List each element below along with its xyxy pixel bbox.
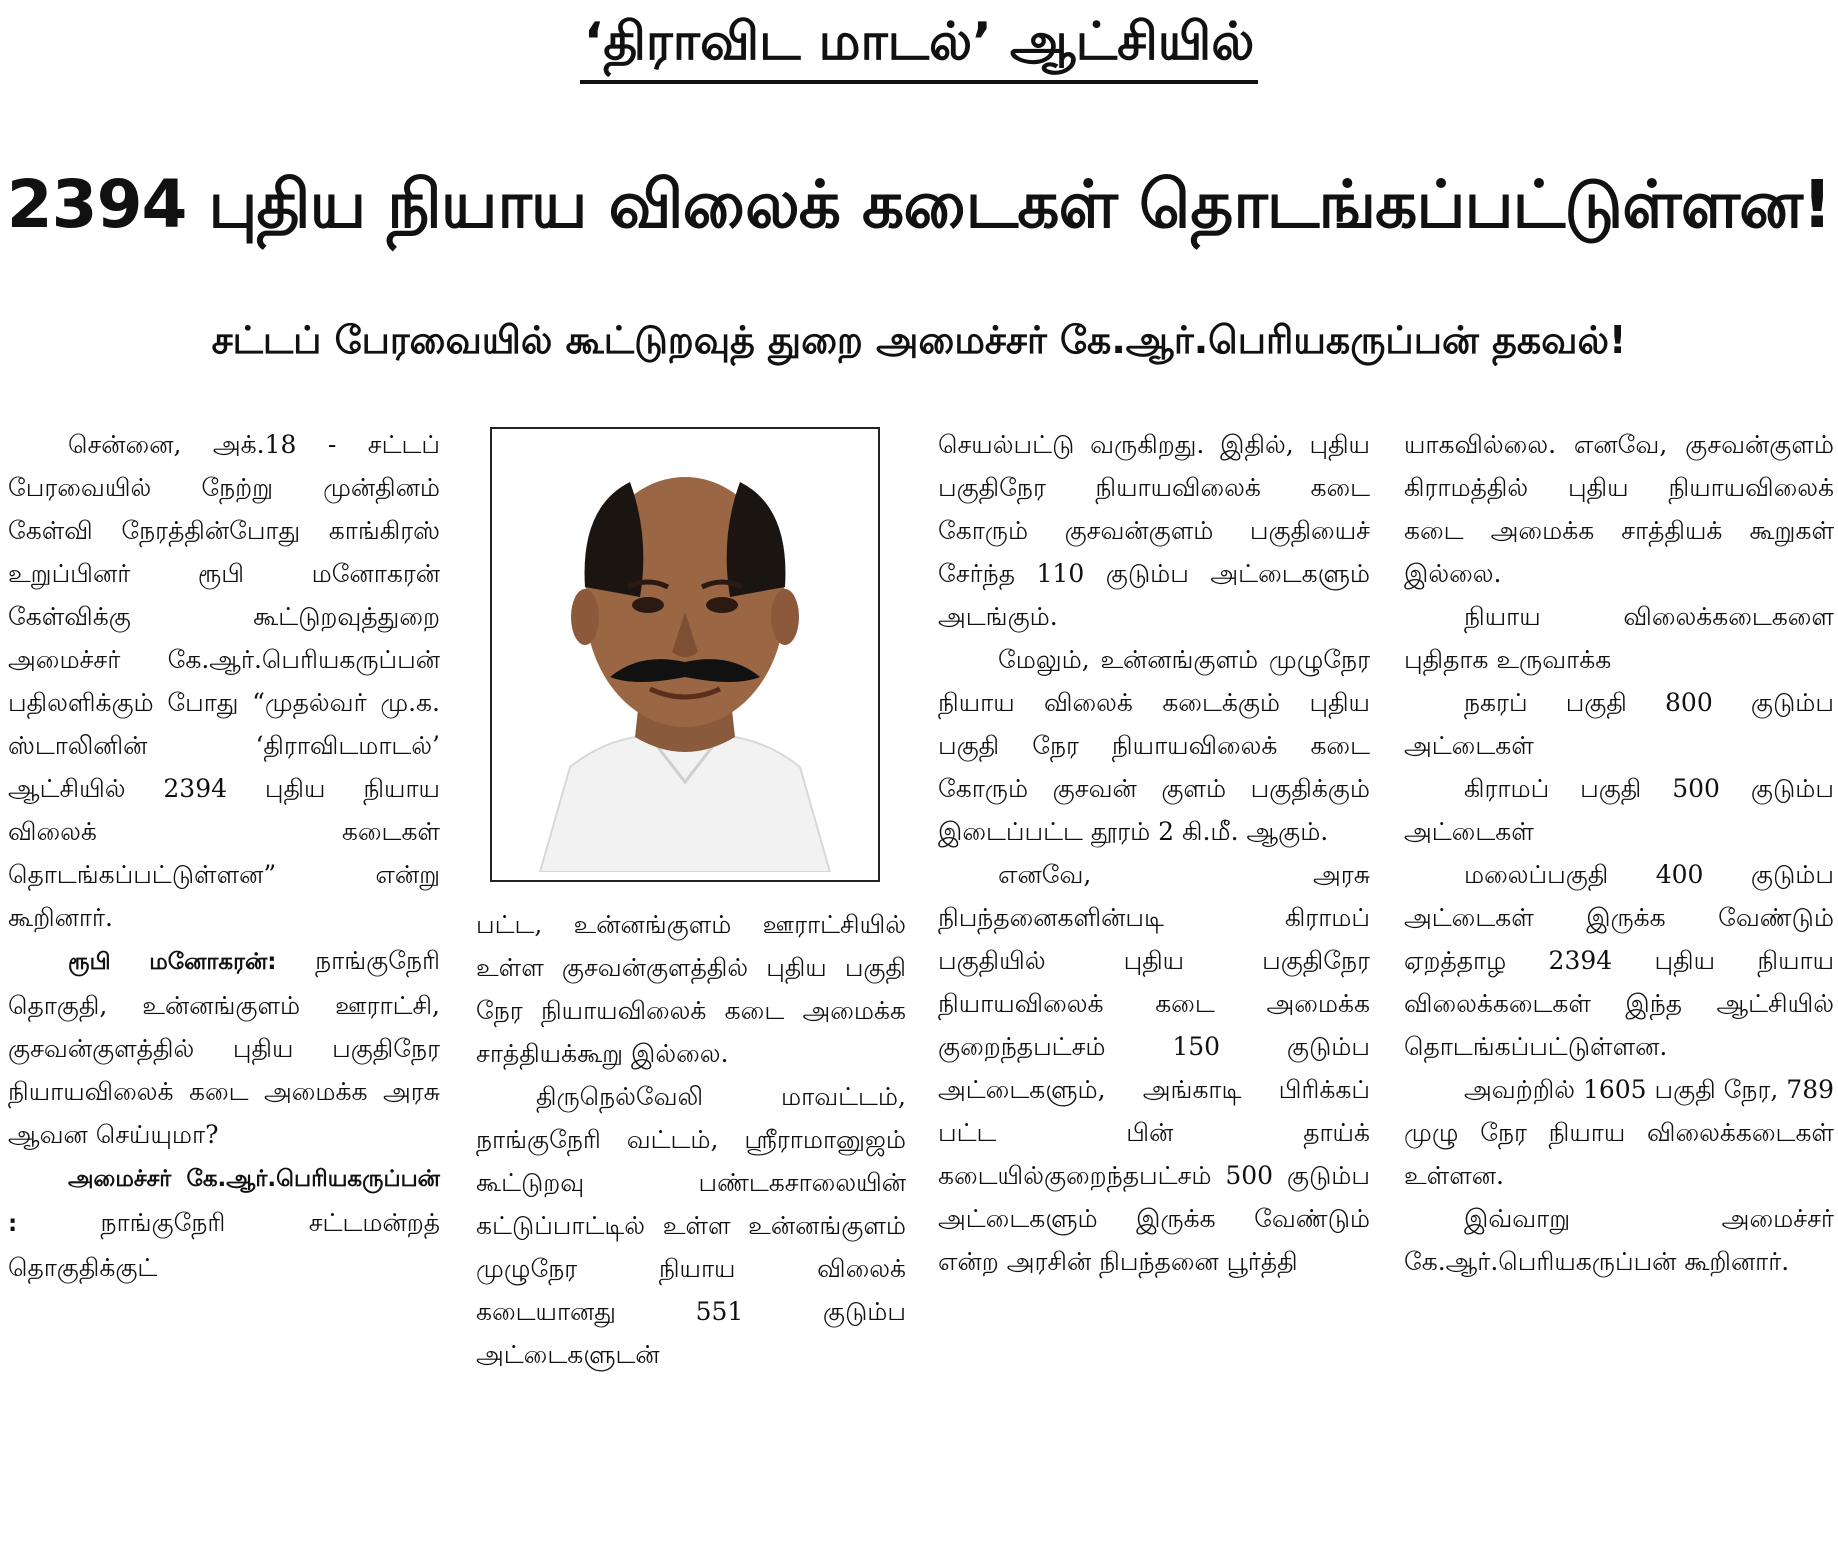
col4-paragraph-4: கிராமப் பகுதி 500 குடும்ப அட்டைகள்	[1404, 774, 1834, 846]
article-column-1	[8, 423, 440, 1289]
question-speaker: ரூபி மனோகரன்:	[68, 949, 277, 975]
portrait-image	[500, 437, 870, 872]
col4-paragraph-6: அவற்றில் 1605 பகுதி நேர, 789 முழு நேர நியாய விலைக்கடைகள் உள்ளன.	[1404, 1075, 1834, 1190]
kicker-line	[0, 4, 1838, 84]
answer-text: நாங்குநேரி சட்டமன்றத் தொகுதிக்குட்	[8, 1208, 440, 1282]
question-paragraph	[8, 939, 440, 1156]
answer-paragraph	[8, 1156, 440, 1289]
col3-paragraph-3: எனவே, அரசு நிபந்தனைகளின்படி கிராமப் பகுதியில் புதிய பகுதிநேர நியாயவிலைக் கடை அமைக்க குறைந்தபட்சம் 150 குடும்ப அட்டைகளும், அங்காடி பிரிக்கப் பட்ட பின் தாய்க் கடையில்குறைந்தபட்சம் 500 குடும்ப அட்டைகளும் இருக்க வேண்டும் என்ற அரசின் நிபந்தனை பூர்த்தி	[938, 860, 1370, 1276]
col3-paragraph-2: மேலும், உன்னங்குளம் முழுநேர நியாய விலைக் கடைக்கும் புதிய பகுதி நேர நியாயவிலைக் கடை கோரும் குசவன் குளம் பகுதிக்கும் இடைப்பட்ட தூரம் 2 கி.மீ. ஆகும்.	[938, 645, 1370, 846]
col4-paragraph-2: நியாய விலைக்கடைகளை புதிதாக உருவாக்க	[1404, 602, 1834, 674]
dateline-paragraph: சென்னை, அக்.18 - சட்டப் பேரவையில் நேற்று முன்தினம் கேள்வி நேரத்தின்போது காங்கிரஸ் உறுப்பினர் ரூபி மனோகரன் கேள்விக்கு கூட்டுறவுத்துறை அமைச்சர் கே.ஆர்.பெரியகருப்பன் பதிலளிக்கும் போது “முதல்வர் மு.க. ஸ்டாலினின் ‘திராவிடமாடல்’ ஆட்சியில் 2394 புதிய நியாய விலைக் கடைகள் தொடங்கப்பட்டுள்ளன” என்று கூறினார்.	[8, 430, 440, 932]
minister-photo	[490, 427, 880, 882]
subheadline: சட்டப் பேரவையில் கூட்டுறவுத் துறை அமைச்சர் கே.ஆர்.பெரியகருப்பன் தகவல்!	[211, 318, 1627, 362]
col4-paragraph-7: இவ்வாறு அமைச்சர் கே.ஆர்.பெரியகருப்பன் கூறினார்.	[1404, 1204, 1834, 1276]
article-column-4	[1404, 423, 1834, 1283]
question-text: நாங்குநேரி தொகுதி, உன்னங்குளம் ஊராட்சி, குசவன்குளத்தில் புதிய பகுதிநேர நியாயவிலைக் கடை அமைக்க அரசு ஆவன செய்யுமா?	[8, 946, 440, 1149]
col2-paragraph-2: திருநெல்வேலி மாவட்டம், நாங்குநேரி வட்டம், ஸ்ரீராமானுஜம் கூட்டுறவு பண்டகசாலையின் கட்டுப்பாட்டில் உள்ள உன்னங்குளம் முழுநேர நியாய விலைக் கடையானது 551 குடும்ப அட்டைகளுடன்	[476, 1082, 906, 1369]
col4-paragraph-3: நகரப் பகுதி 800 குடும்ப அட்டைகள்	[1404, 688, 1834, 760]
col4-paragraph-1: யாகவில்லை. எனவே, குசவன்குளம் கிராமத்தில் புதிய நியாயவிலைக் கடை அமைக்க சாத்தியக் கூறுகள் இல்லை.	[1404, 430, 1834, 588]
article-column-2	[476, 903, 906, 1376]
article-column-3	[938, 423, 1370, 1283]
headline: 2394 புதிய நியாய விலைக் கடைகள் தொடங்கப்பட்டுள்ளன!	[6, 166, 1832, 243]
col2-paragraph-1: பட்ட, உன்னங்குளம் ஊராட்சியில் உள்ள குசவன்குளத்தில் புதிய பகுதி நேர நியாயவிலைக் கடை அமைக்க சாத்தியக்கூறு இல்லை.	[476, 910, 906, 1068]
col3-paragraph-1: செயல்பட்டு வருகிறது. இதில், புதிய பகுதிநேர நியாயவிலைக் கடை கோரும் குசவன்குளம் பகுதியைச் சேர்ந்த 110 குடும்ப அட்டைகளும் அடங்கும்.	[938, 430, 1370, 631]
answer-speaker: அமைச்சர் கே.ஆர்.பெரியகருப்பன் :	[8, 1166, 440, 1237]
col4-paragraph-5: மலைப்பகுதி 400 குடும்ப அட்டைகள் இருக்க வேண்டும் ஏறத்தாழ 2394 புதிய நியாய விலைக்கடைகள் இந்த ஆட்சியில் தொடங்கப்பட்டுள்ளன.	[1404, 860, 1834, 1061]
kicker-text: ‘திராவிட மாடல்’ ஆட்சியில்	[580, 4, 1259, 84]
